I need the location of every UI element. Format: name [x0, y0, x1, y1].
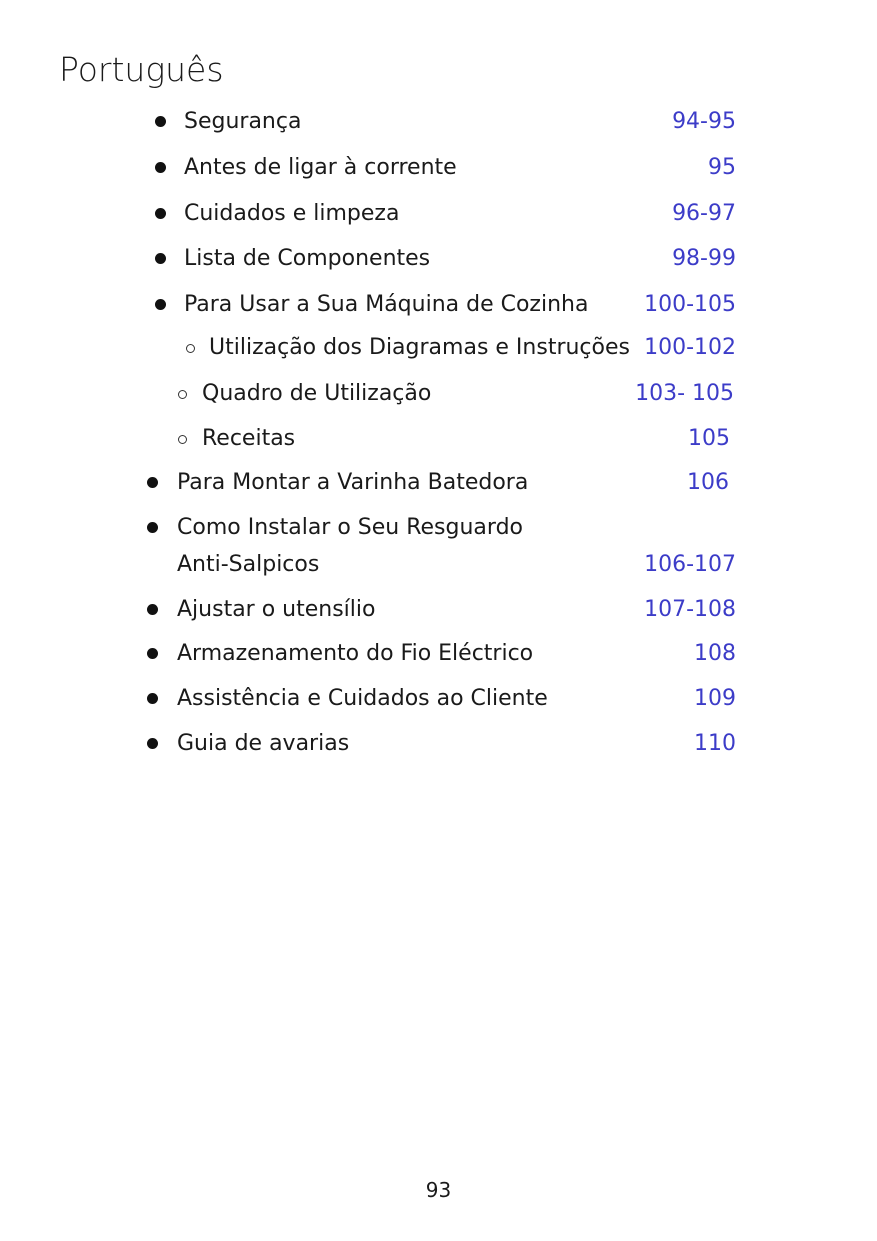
bullet-icon [147, 648, 158, 659]
toc-page-guia-avarias[interactable]: 110 [694, 731, 736, 756]
toc-page-receitas[interactable]: 105 [688, 426, 730, 451]
toc-page-cuidados[interactable]: 96-97 [672, 201, 736, 226]
toc-item-antes-de-ligar[interactable]: Antes de ligar à corrente [184, 155, 457, 180]
circle-bullet-icon [178, 390, 187, 399]
toc-item-cuidados[interactable]: Cuidados e limpeza [184, 201, 400, 226]
toc-page-resguardo[interactable]: 106-107 [644, 552, 736, 577]
toc-subitem-receitas[interactable]: Receitas [202, 426, 296, 451]
toc-page-para-usar[interactable]: 100-105 [644, 292, 736, 317]
toc-subitem-utilizacao-diagramas[interactable]: Utilização dos Diagramas e Instruções [209, 335, 630, 360]
bullet-icon [155, 299, 166, 310]
bullet-icon [147, 738, 158, 749]
toc-item-para-usar[interactable]: Para Usar a Sua Máquina de Cozinha [184, 292, 589, 317]
page-number: 93 [425, 1178, 452, 1202]
circle-bullet-icon [178, 435, 187, 444]
circle-bullet-icon [186, 344, 195, 353]
toc-item-resguardo[interactable]: Como Instalar o Seu Resguardo [177, 515, 523, 540]
bullet-icon [155, 162, 166, 173]
bullet-icon [147, 693, 158, 704]
toc-page-antes-de-ligar[interactable]: 95 [708, 155, 736, 180]
bullet-icon [147, 522, 158, 533]
toc-item-lista-componentes[interactable]: Lista de Componentes [184, 246, 431, 271]
bullet-icon [155, 253, 166, 264]
toc-subitem-quadro-utilizacao[interactable]: Quadro de Utilização [202, 381, 432, 406]
toc-item-ajustar-utensilio[interactable]: Ajustar o utensílio [177, 597, 376, 622]
toc-page-seguranca[interactable]: 94-95 [672, 109, 736, 134]
bullet-icon [147, 477, 158, 488]
toc-item-seguranca[interactable]: Segurança [184, 109, 302, 134]
toc-item-assistencia[interactable]: Assistência e Cuidados ao Cliente [177, 686, 548, 711]
bullet-icon [155, 116, 166, 127]
toc-page-lista-componentes[interactable]: 98-99 [672, 246, 736, 271]
toc-page-armazenamento-fio[interactable]: 108 [694, 641, 736, 666]
toc-page-ajustar-utensilio[interactable]: 107-108 [644, 597, 736, 622]
toc-page-assistencia[interactable]: 109 [694, 686, 736, 711]
toc-item-guia-avarias[interactable]: Guia de avarias [177, 731, 350, 756]
toc-item-resguardo-line2[interactable]: Anti-Salpicos [177, 552, 320, 577]
bullet-icon [155, 208, 166, 219]
toc-item-armazenamento-fio[interactable]: Armazenamento do Fio Eléctrico [177, 641, 534, 666]
bullet-icon [147, 604, 158, 615]
page-title: Português [59, 50, 224, 89]
toc-item-varinha-batedora[interactable]: Para Montar a Varinha Batedora [177, 470, 529, 495]
toc-page-varinha-batedora[interactable]: 106 [687, 470, 729, 495]
toc-page-utilizacao-diagramas[interactable]: 100-102 [644, 335, 736, 360]
toc-page-quadro-utilizacao[interactable]: 103- 105 [635, 381, 734, 406]
